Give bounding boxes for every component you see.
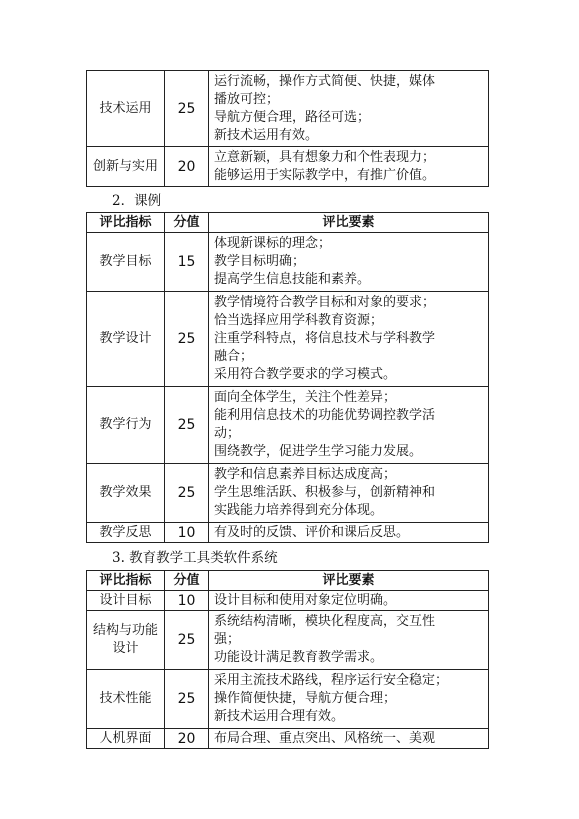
score-cell: 10: [165, 523, 209, 543]
requirement-line: 系统结构清晰，模块化程度高，交互性: [214, 614, 436, 629]
section-heading: 2．课例: [112, 193, 162, 209]
indicator-cell: 设计目标: [87, 591, 165, 611]
score-cell: 25: [165, 670, 209, 729]
column-header-requirements: 评比要素: [209, 213, 489, 233]
requirement-line: 实践能力培养得到充分体现。: [214, 503, 384, 518]
requirement-line: 体现新课标的理念；: [214, 236, 332, 251]
requirements-cell: [209, 464, 489, 523]
table-row: [87, 387, 489, 464]
requirement-line: 融合；: [214, 349, 254, 364]
requirements-cell: [209, 729, 489, 749]
requirement-line: 注重学科特点，将信息技术与学科教学: [214, 331, 436, 346]
requirement-line: 学生思维活跃、积极参与，创新精神和: [214, 485, 436, 500]
table-row: [87, 147, 489, 187]
indicator-cell: 教学设计: [87, 292, 165, 387]
requirement-line: 动；: [214, 426, 241, 441]
table-header-row: [87, 571, 489, 591]
indicator-cell: 创新与实用: [87, 147, 165, 187]
requirement-line: 播放可控；: [214, 91, 280, 107]
column-header-score: 分值: [165, 213, 209, 233]
score-cell: 25: [165, 387, 209, 464]
requirements-cell: [209, 591, 489, 611]
requirement-line: 功能设计满足教育教学需求。: [214, 650, 384, 665]
indicator-cell: 结构与功能设计: [87, 611, 165, 670]
score-cell: 25: [165, 464, 209, 523]
table-header-row: [87, 213, 489, 233]
score-cell: 25: [165, 71, 209, 147]
requirement-line: 新技术运用合理有效。: [214, 709, 345, 724]
indicator-cell: 教学目标: [87, 233, 165, 292]
table-row: [87, 523, 489, 543]
requirement-line: 围绕教学，促进学生学习能力发展。: [214, 444, 423, 459]
table-row: [87, 292, 489, 387]
requirement-line: 强；: [214, 632, 241, 647]
requirement-line: 采用主流技术路线，程序运行安全稳定；: [214, 673, 449, 688]
column-header-score: 分值: [165, 571, 209, 591]
table-row: [87, 464, 489, 523]
table-row: [87, 233, 489, 292]
requirement-line: 新技术运用有效。: [214, 127, 319, 143]
column-header-indicator: 评比指标: [87, 571, 165, 591]
section-heading: 3. 教育教学工具类软件系统: [112, 550, 278, 566]
requirement-line: 立意新颖，具有想象力和个性表现力；: [214, 149, 436, 165]
table-row: [87, 729, 489, 749]
requirement-line: 面向全体学生，关注个性差异；: [214, 390, 397, 405]
requirement-line: 教学情境符合教学目标和对象的要求；: [214, 295, 436, 310]
table-section2: [86, 212, 489, 543]
table-row: [87, 591, 489, 611]
requirement-line: 提高学生信息技能和素养。: [214, 272, 371, 287]
indicator-cell: 技术运用: [87, 71, 165, 147]
requirement-line: 设计目标和使用对象定位明确。: [214, 592, 397, 608]
requirement-line: 布局合理、重点突出、风格统一、美观: [214, 730, 436, 746]
table-row: [87, 670, 489, 729]
requirements-cell: [209, 523, 489, 543]
requirement-line: 教学和信息素养目标达成度高；: [214, 467, 397, 482]
requirements-cell: [209, 292, 489, 387]
score-cell: 20: [165, 729, 209, 749]
indicator-cell: 教学反思: [87, 523, 165, 543]
requirements-cell: [209, 233, 489, 292]
requirement-line: 操作简便快捷，导航方便合理；: [214, 691, 397, 706]
column-header-indicator: 评比指标: [87, 213, 165, 233]
requirement-line: 能够运用于实际教学中，有推广价值。: [214, 167, 436, 183]
column-header-requirements: 评比要素: [209, 571, 489, 591]
requirement-line: 运行流畅，操作方式简便、快捷，媒体: [214, 73, 436, 89]
requirements-cell: [209, 71, 489, 147]
requirement-line: 恰当选择应用学科教育资源；: [214, 313, 384, 328]
table-row: [87, 71, 489, 147]
requirements-cell: [209, 387, 489, 464]
score-cell: 25: [165, 611, 209, 670]
requirements-cell: [209, 147, 489, 187]
requirement-line: 有及时的反馈、评价和课后反思。: [214, 524, 410, 540]
requirement-line: 采用符合教学要求的学习模式。: [214, 367, 397, 382]
table-section3: [86, 570, 489, 749]
table-section1: [86, 70, 489, 187]
score-cell: 15: [165, 233, 209, 292]
indicator-cell: 技术性能: [87, 670, 165, 729]
indicator-cell: 教学行为: [87, 387, 165, 464]
table-row: [87, 611, 489, 670]
requirements-cell: [209, 670, 489, 729]
score-cell: 20: [165, 147, 209, 187]
requirement-line: 教学目标明确；: [214, 254, 306, 269]
indicator-cell: 人机界面: [87, 729, 165, 749]
indicator-cell: 教学效果: [87, 464, 165, 523]
score-cell: 10: [165, 591, 209, 611]
requirement-line: 导航方便合理，路径可选；: [214, 109, 371, 125]
requirement-line: 能利用信息技术的功能优势调控教学活: [214, 408, 436, 423]
requirements-cell: [209, 611, 489, 670]
score-cell: 25: [165, 292, 209, 387]
